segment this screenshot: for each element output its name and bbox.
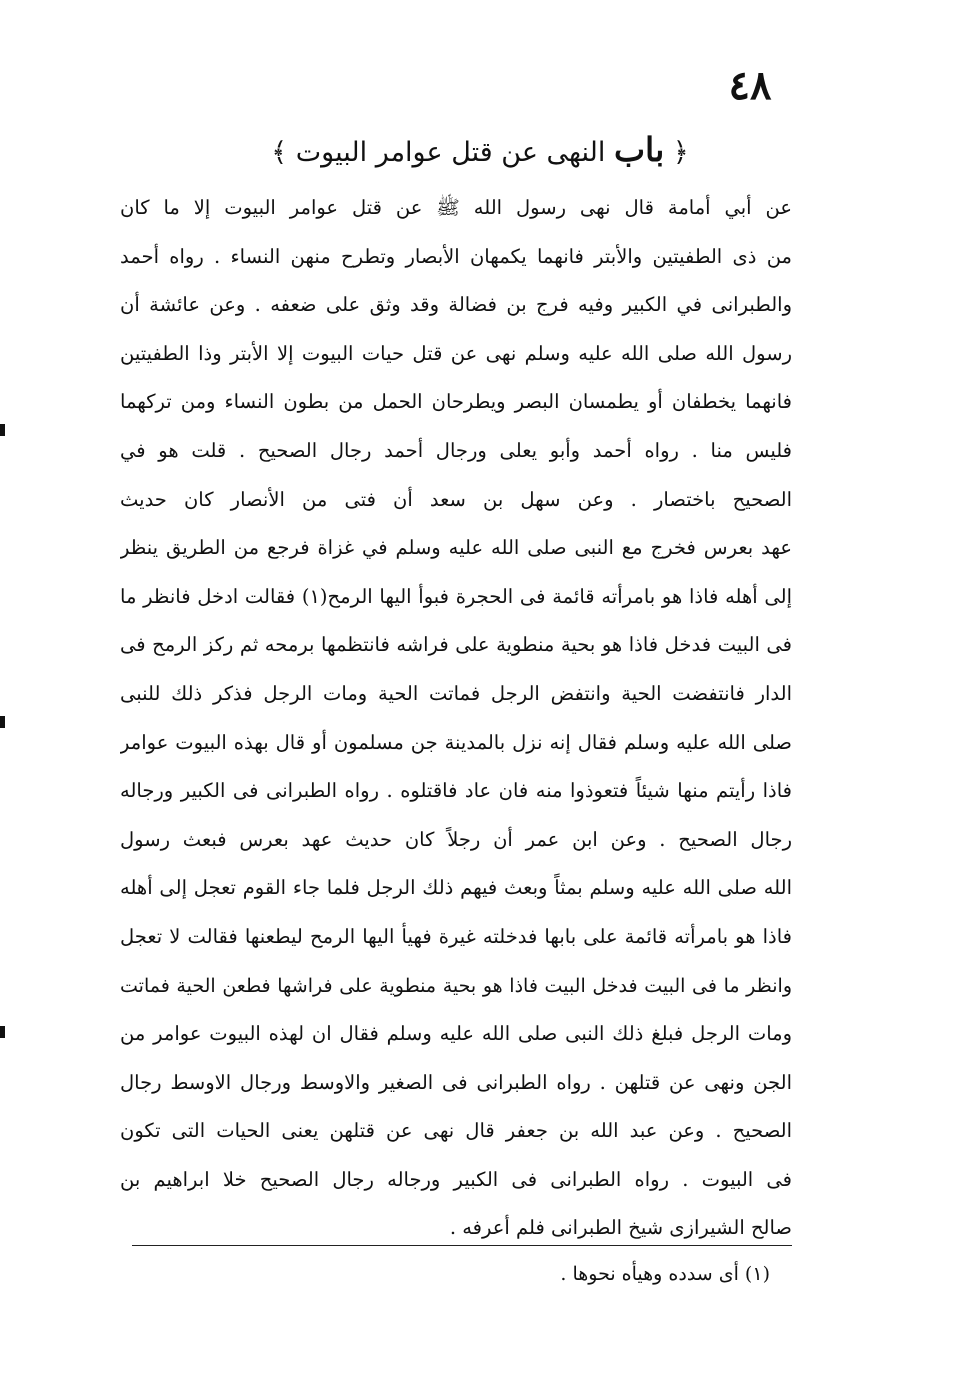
text-line: من ذى الطفيتين والأبتر فانهما يكمهان الأبصار وتطرح منهن النساء . رواه أحمد [120, 244, 792, 268]
title-text: النهى عن قتل عوامر البيوت [295, 137, 606, 168]
footnote-divider [132, 1245, 792, 1246]
text-line: صلى الله عليه وسلم فقال إنه نزل بالمدينة جن مسلمون أو قال بهذه البيوت عوامر [120, 730, 792, 754]
footnote: (١) أى سدده وهيأه نحوها . [560, 1263, 770, 1285]
text-line: عن أبي أمامة قال نهى رسول الله ﷺ عن قتل عوامر البيوت إلا ما كان [120, 196, 792, 219]
scan-edge-mark [0, 716, 5, 728]
scan-edge-mark [0, 424, 5, 436]
text-line: الصحيح . وعن عبد الله بن جعفر قال نهى عن قتلهن يعنى الحيات التى تكون [120, 1119, 792, 1143]
text-line: وانظر ما فى البيت فدخل البيت فاذا هو بحية منطوية على فراشها فطعن الحية فماتت [120, 974, 792, 997]
text-line: فاذا هو بامرأته قائمة على بابها فدخلته غيرة فهيأ اليها الرمح ليطعنها فقالت لا تعجل [120, 924, 792, 948]
text-line: عهد بعرس فخرج مع النبى صلى الله عليه وسلم في غزاة فرجع من الطريق ينظر [120, 536, 792, 560]
text-line: والطبرانى في الكبير وفيه فرج بن فضالة وقد وثق على ضعفه . وعن عائشة أن [120, 293, 792, 317]
chapter-title [260, 130, 700, 169]
text-line: الجن ونهى عن قتلهن . رواه الطبرانى فى الصغير والاوسط ورجال الاوسط رجال [120, 1070, 792, 1094]
title-close-bracket: ﴾ [271, 137, 288, 168]
title-bab-word: باب [613, 130, 665, 169]
body-text [120, 184, 792, 1253]
page-number: ٤٨ [728, 62, 772, 109]
text-line: رجال الصحيح . وعن ابن عمر أن رجلاً كان حديث عهد بعرس فبعث رسول [120, 827, 792, 851]
text-line: الدار فانتفضت الحية وانتفض الرجل فماتت الحية ومات الرجل فذكر ذلك للنبى [120, 681, 792, 705]
text-line: إلى أهله فاذا هو بامرأته قائمة فى الحجرة فبوأ اليها الرمح(١) فقالت ادخل فانظر ما [120, 584, 792, 608]
text-line: فليس منا . رواه أحمد وأبو يعلى ورجال أحمد رجال الصحيح . قلت هو في [120, 438, 792, 462]
title-open-bracket: ﴿ [672, 137, 689, 168]
text-line: فى البيوت . رواه الطبرانى فى الكبير ورجاله رجال الصحيح خلا ابراهيم بن [120, 1167, 792, 1191]
text-line: الله صلى الله عليه وسلم بمثاً وبعث فيهم ذلك الرجل فلما جاء القوم تعجل إلى أهله [120, 876, 792, 900]
text-line: رسول الله صلى الله عليه وسلم نهى عن قتل حيات البيوت إلا الأبتر وذا الطفيتين [120, 341, 792, 365]
text-line: فاذا رأيتم منها شيئاً فتعوذوا منه فان عاد فاقتلوه . رواه الطبرانى فى الكبير ورجاله [120, 779, 792, 803]
text-line: فانهما يخطفان أو يطمسان البصر ويطرحان الحمل من بطون النساء ومن تركهما [120, 390, 792, 414]
scan-edge-mark [0, 1026, 5, 1038]
text-line: الصحيح باختصار . وعن سهل بن سعد أن فتى من الأنصار كان حديث [120, 487, 792, 511]
text-line: فى البيت فدخل فاذا هو بحية منطوية على فراشه فانتظمها برمحه ثم ركز الرمح فى [120, 633, 792, 657]
text-line-last: صالح الشيرازى شيخ الطبرانى فلم أعرفه . [449, 1216, 792, 1240]
text-line: ومات الرجل فبلغ ذلك النبى صلى الله عليه وسلم فقال ان لهذه البيوت عوامر من [120, 1022, 792, 1046]
